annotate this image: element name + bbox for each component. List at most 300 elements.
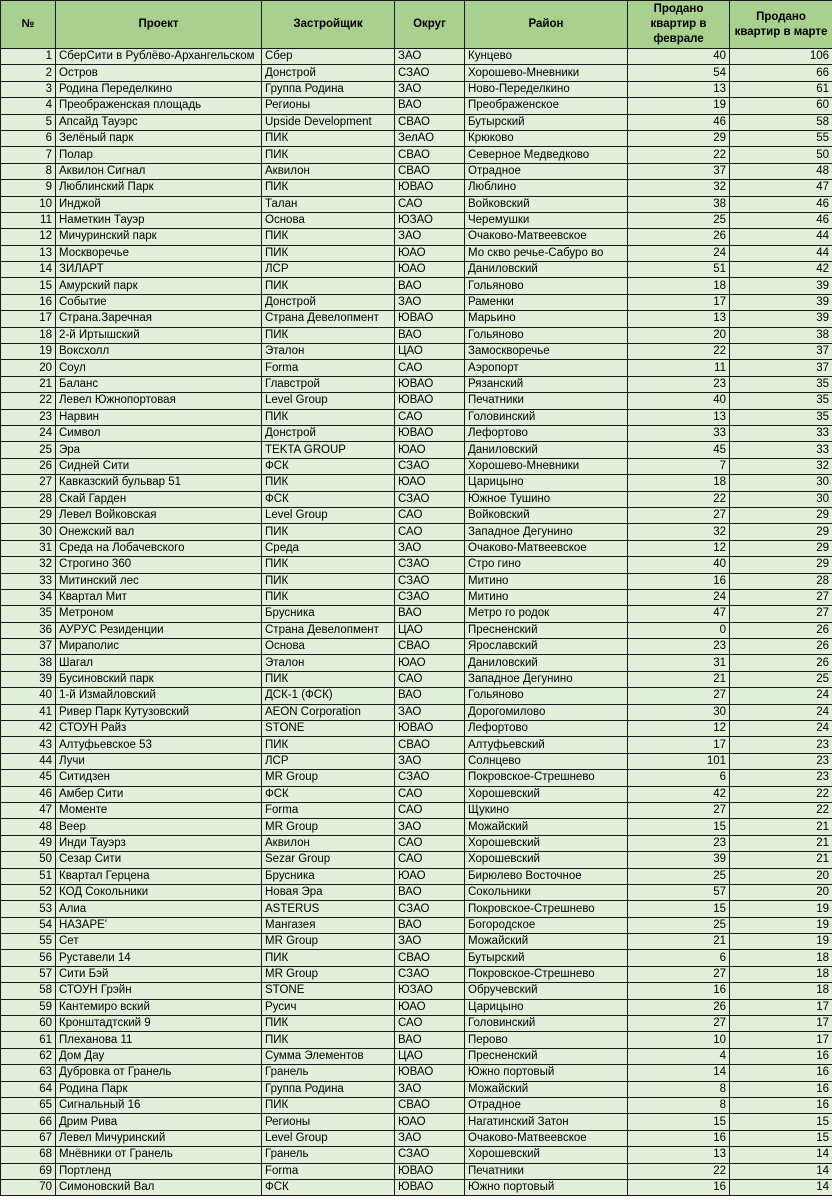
cell-developer[interactable]: ПИК: [262, 475, 395, 491]
cell-okrug[interactable]: САО: [395, 786, 465, 802]
cell-district[interactable]: Даниловский: [465, 655, 628, 671]
cell-project[interactable]: Родина Парк: [56, 1081, 262, 1097]
cell-number[interactable]: 53: [1, 901, 56, 917]
cell-okrug[interactable]: ВАО: [395, 278, 465, 294]
cell-sold-february[interactable]: 31: [628, 655, 730, 671]
cell-developer[interactable]: Гранель: [262, 1065, 395, 1081]
cell-number[interactable]: 22: [1, 393, 56, 409]
cell-developer[interactable]: ФСК: [262, 786, 395, 802]
cell-okrug[interactable]: ЗАО: [395, 753, 465, 769]
cell-sold-march[interactable]: 24: [730, 704, 832, 720]
cell-project[interactable]: Руставели 14: [56, 950, 262, 966]
cell-number[interactable]: 27: [1, 475, 56, 491]
cell-number[interactable]: 51: [1, 868, 56, 884]
cell-project[interactable]: Ривер Парк Кутузовский: [56, 704, 262, 720]
cell-project[interactable]: Наметкин Тауэр: [56, 212, 262, 228]
cell-developer[interactable]: Аквилон: [262, 835, 395, 851]
cell-okrug[interactable]: ВАО: [395, 1032, 465, 1048]
cell-number[interactable]: 61: [1, 1032, 56, 1048]
cell-sold-february[interactable]: 38: [628, 196, 730, 212]
cell-sold-february[interactable]: 24: [628, 589, 730, 605]
cell-sold-february[interactable]: 24: [628, 245, 730, 261]
cell-okrug[interactable]: ЮАО: [395, 262, 465, 278]
cell-district[interactable]: Покровское-Стрешнево: [465, 770, 628, 786]
cell-sold-february[interactable]: 39: [628, 852, 730, 868]
cell-sold-february[interactable]: 26: [628, 999, 730, 1015]
cell-developer[interactable]: ЛСР: [262, 262, 395, 278]
cell-number[interactable]: 13: [1, 245, 56, 261]
cell-developer[interactable]: Регионы: [262, 1114, 395, 1130]
cell-okrug[interactable]: ЦАО: [395, 622, 465, 638]
cell-okrug[interactable]: ЗАО: [395, 704, 465, 720]
cell-okrug[interactable]: ЦАО: [395, 1048, 465, 1064]
cell-sold-february[interactable]: 8: [628, 1098, 730, 1114]
cell-sold-february[interactable]: 6: [628, 950, 730, 966]
cell-number[interactable]: 21: [1, 376, 56, 392]
cell-sold-february[interactable]: 15: [628, 1114, 730, 1130]
cell-sold-march[interactable]: 47: [730, 180, 832, 196]
cell-sold-march[interactable]: 23: [730, 770, 832, 786]
cell-okrug[interactable]: СЗАО: [395, 589, 465, 605]
cell-developer[interactable]: ПИК: [262, 557, 395, 573]
cell-developer[interactable]: ФСК: [262, 491, 395, 507]
cell-number[interactable]: 55: [1, 934, 56, 950]
header-sold-march[interactable]: Продано квартир в марте: [730, 1, 832, 49]
cell-sold-february[interactable]: 12: [628, 721, 730, 737]
cell-developer[interactable]: STONE: [262, 721, 395, 737]
cell-number[interactable]: 38: [1, 655, 56, 671]
cell-sold-march[interactable]: 19: [730, 917, 832, 933]
cell-number[interactable]: 47: [1, 802, 56, 818]
cell-sold-march[interactable]: 29: [730, 557, 832, 573]
cell-sold-february[interactable]: 13: [628, 1147, 730, 1163]
cell-number[interactable]: 23: [1, 409, 56, 425]
cell-sold-march[interactable]: 24: [730, 721, 832, 737]
cell-sold-march[interactable]: 17: [730, 999, 832, 1015]
cell-okrug[interactable]: СВАО: [395, 147, 465, 163]
cell-project[interactable]: Строгино 360: [56, 557, 262, 573]
cell-developer[interactable]: Донстрой: [262, 294, 395, 310]
cell-sold-february[interactable]: 42: [628, 786, 730, 802]
cell-district[interactable]: Кунцево: [465, 49, 628, 65]
cell-sold-february[interactable]: 47: [628, 606, 730, 622]
cell-district[interactable]: Головинский: [465, 409, 628, 425]
cell-project[interactable]: Шагал: [56, 655, 262, 671]
cell-sold-february[interactable]: 57: [628, 884, 730, 900]
cell-project[interactable]: НАЗАРЕ': [56, 917, 262, 933]
cell-okrug[interactable]: ЮАО: [395, 655, 465, 671]
cell-developer[interactable]: Новая Эра: [262, 884, 395, 900]
cell-number[interactable]: 25: [1, 442, 56, 458]
cell-project[interactable]: Кронштадтский 9: [56, 1016, 262, 1032]
cell-sold-march[interactable]: 14: [730, 1179, 832, 1195]
cell-number[interactable]: 50: [1, 852, 56, 868]
cell-okrug[interactable]: СВАО: [395, 737, 465, 753]
cell-district[interactable]: Богородское: [465, 917, 628, 933]
cell-district[interactable]: Стро гино: [465, 557, 628, 573]
cell-sold-february[interactable]: 23: [628, 376, 730, 392]
cell-developer[interactable]: Forma: [262, 802, 395, 818]
cell-district[interactable]: Южное Тушино: [465, 491, 628, 507]
cell-number[interactable]: 48: [1, 819, 56, 835]
cell-okrug[interactable]: ВАО: [395, 884, 465, 900]
cell-sold-february[interactable]: 30: [628, 704, 730, 720]
cell-sold-march[interactable]: 48: [730, 163, 832, 179]
cell-project[interactable]: Инди Тауэрз: [56, 835, 262, 851]
cell-sold-march[interactable]: 16: [730, 1081, 832, 1097]
cell-project[interactable]: Квартал Мит: [56, 589, 262, 605]
cell-project[interactable]: Сезар Сити: [56, 852, 262, 868]
cell-district[interactable]: Гольяново: [465, 688, 628, 704]
cell-okrug[interactable]: ЗАО: [395, 934, 465, 950]
cell-developer[interactable]: Мангазея: [262, 917, 395, 933]
cell-sold-february[interactable]: 12: [628, 540, 730, 556]
cell-number[interactable]: 43: [1, 737, 56, 753]
cell-number[interactable]: 31: [1, 540, 56, 556]
cell-number[interactable]: 36: [1, 622, 56, 638]
cell-developer[interactable]: Регионы: [262, 98, 395, 114]
cell-district[interactable]: Бутырский: [465, 950, 628, 966]
cell-sold-march[interactable]: 26: [730, 639, 832, 655]
cell-developer[interactable]: ПИК: [262, 950, 395, 966]
cell-sold-february[interactable]: 10: [628, 1032, 730, 1048]
cell-sold-march[interactable]: 38: [730, 327, 832, 343]
cell-number[interactable]: 41: [1, 704, 56, 720]
cell-number[interactable]: 12: [1, 229, 56, 245]
cell-sold-february[interactable]: 37: [628, 163, 730, 179]
cell-number[interactable]: 15: [1, 278, 56, 294]
cell-sold-march[interactable]: 39: [730, 278, 832, 294]
cell-district[interactable]: Южно портовый: [465, 1179, 628, 1195]
cell-number[interactable]: 34: [1, 589, 56, 605]
cell-district[interactable]: Замоскворечье: [465, 344, 628, 360]
cell-developer[interactable]: ПИК: [262, 671, 395, 687]
cell-sold-march[interactable]: 24: [730, 688, 832, 704]
cell-project[interactable]: 2-й Иртышский: [56, 327, 262, 343]
cell-sold-march[interactable]: 20: [730, 868, 832, 884]
cell-developer[interactable]: MR Group: [262, 819, 395, 835]
cell-developer[interactable]: ПИК: [262, 1032, 395, 1048]
cell-project[interactable]: Моменте: [56, 802, 262, 818]
cell-okrug[interactable]: САО: [395, 852, 465, 868]
cell-sold-march[interactable]: 15: [730, 1114, 832, 1130]
cell-sold-february[interactable]: 29: [628, 130, 730, 146]
cell-okrug[interactable]: ВАО: [395, 606, 465, 622]
cell-okrug[interactable]: ЗелАО: [395, 130, 465, 146]
cell-project[interactable]: КОД Сокольники: [56, 884, 262, 900]
cell-sold-february[interactable]: 17: [628, 737, 730, 753]
cell-sold-february[interactable]: 22: [628, 147, 730, 163]
cell-district[interactable]: Хорошевский: [465, 786, 628, 802]
cell-sold-march[interactable]: 35: [730, 376, 832, 392]
cell-developer[interactable]: ПИК: [262, 229, 395, 245]
cell-sold-february[interactable]: 51: [628, 262, 730, 278]
cell-developer[interactable]: AEON Corporation: [262, 704, 395, 720]
cell-sold-february[interactable]: 25: [628, 917, 730, 933]
cell-project[interactable]: Левел Южнопортовая: [56, 393, 262, 409]
cell-okrug[interactable]: ЮВАО: [395, 425, 465, 441]
cell-number[interactable]: 57: [1, 966, 56, 982]
cell-sold-march[interactable]: 39: [730, 311, 832, 327]
cell-sold-february[interactable]: 23: [628, 835, 730, 851]
cell-project[interactable]: Алтуфьевское 53: [56, 737, 262, 753]
cell-okrug[interactable]: САО: [395, 671, 465, 687]
cell-number[interactable]: 59: [1, 999, 56, 1015]
cell-sold-february[interactable]: 32: [628, 524, 730, 540]
cell-district[interactable]: Печатники: [465, 393, 628, 409]
cell-sold-february[interactable]: 21: [628, 934, 730, 950]
cell-okrug[interactable]: ЗАО: [395, 81, 465, 97]
cell-sold-march[interactable]: 35: [730, 393, 832, 409]
cell-sold-february[interactable]: 8: [628, 1081, 730, 1097]
cell-district[interactable]: Мо скво речье-Сабуро во: [465, 245, 628, 261]
cell-project[interactable]: Воксхолл: [56, 344, 262, 360]
cell-sold-february[interactable]: 27: [628, 507, 730, 523]
cell-developer[interactable]: Эталон: [262, 344, 395, 360]
cell-project[interactable]: Ситидзен: [56, 770, 262, 786]
cell-project[interactable]: Дом Дау: [56, 1048, 262, 1064]
cell-number[interactable]: 42: [1, 721, 56, 737]
cell-developer[interactable]: ПИК: [262, 245, 395, 261]
cell-project[interactable]: Аквилон Сигнал: [56, 163, 262, 179]
cell-developer[interactable]: ПИК: [262, 589, 395, 605]
cell-sold-february[interactable]: 15: [628, 819, 730, 835]
cell-sold-february[interactable]: 13: [628, 311, 730, 327]
cell-okrug[interactable]: ВАО: [395, 98, 465, 114]
cell-sold-february[interactable]: 4: [628, 1048, 730, 1064]
cell-developer[interactable]: Sezar Group: [262, 852, 395, 868]
cell-district[interactable]: Хорошевский: [465, 852, 628, 868]
cell-developer[interactable]: ПИК: [262, 409, 395, 425]
cell-district[interactable]: Преображенское: [465, 98, 628, 114]
cell-project[interactable]: Дрим Рива: [56, 1114, 262, 1130]
cell-okrug[interactable]: ЮВАО: [395, 376, 465, 392]
cell-district[interactable]: Бирюлево Восточное: [465, 868, 628, 884]
cell-developer[interactable]: Группа Родина: [262, 81, 395, 97]
cell-project[interactable]: Преображенская площадь: [56, 98, 262, 114]
cell-okrug[interactable]: САО: [395, 802, 465, 818]
cell-number[interactable]: 9: [1, 180, 56, 196]
cell-number[interactable]: 52: [1, 884, 56, 900]
cell-okrug[interactable]: ЮВАО: [395, 1163, 465, 1179]
cell-okrug[interactable]: ЮАО: [395, 1114, 465, 1130]
cell-district[interactable]: Черемушки: [465, 212, 628, 228]
cell-district[interactable]: Царицыно: [465, 475, 628, 491]
cell-okrug[interactable]: САО: [395, 409, 465, 425]
cell-developer[interactable]: Брусника: [262, 606, 395, 622]
cell-sold-march[interactable]: 25: [730, 671, 832, 687]
cell-developer[interactable]: Гранель: [262, 1147, 395, 1163]
cell-developer[interactable]: ПИК: [262, 180, 395, 196]
cell-sold-march[interactable]: 55: [730, 130, 832, 146]
cell-okrug[interactable]: СЗАО: [395, 573, 465, 589]
cell-project[interactable]: ЗИЛАРТ: [56, 262, 262, 278]
cell-developer[interactable]: Русич: [262, 999, 395, 1015]
cell-number[interactable]: 8: [1, 163, 56, 179]
cell-sold-march[interactable]: 58: [730, 114, 832, 130]
cell-developer[interactable]: ASTERUS: [262, 901, 395, 917]
cell-sold-february[interactable]: 22: [628, 491, 730, 507]
cell-number[interactable]: 11: [1, 212, 56, 228]
cell-sold-february[interactable]: 18: [628, 278, 730, 294]
cell-okrug[interactable]: САО: [395, 835, 465, 851]
cell-okrug[interactable]: СЗАО: [395, 966, 465, 982]
cell-developer[interactable]: Upside Development: [262, 114, 395, 130]
cell-sold-february[interactable]: 27: [628, 966, 730, 982]
cell-sold-march[interactable]: 32: [730, 458, 832, 474]
cell-sold-february[interactable]: 14: [628, 1065, 730, 1081]
cell-okrug[interactable]: ЗАО: [395, 540, 465, 556]
cell-district[interactable]: Отрадное: [465, 163, 628, 179]
cell-okrug[interactable]: ЗАО: [395, 49, 465, 65]
cell-number[interactable]: 5: [1, 114, 56, 130]
cell-sold-february[interactable]: 16: [628, 1130, 730, 1146]
cell-district[interactable]: Западное Дегунино: [465, 524, 628, 540]
cell-okrug[interactable]: СЗАО: [395, 458, 465, 474]
cell-sold-march[interactable]: 18: [730, 983, 832, 999]
cell-district[interactable]: Очаково-Матвеевское: [465, 229, 628, 245]
cell-sold-march[interactable]: 33: [730, 442, 832, 458]
cell-project[interactable]: Нарвин: [56, 409, 262, 425]
cell-okrug[interactable]: ЮЗАО: [395, 212, 465, 228]
cell-sold-march[interactable]: 29: [730, 524, 832, 540]
cell-project[interactable]: Онежский вал: [56, 524, 262, 540]
cell-number[interactable]: 26: [1, 458, 56, 474]
cell-district[interactable]: Западное Дегунино: [465, 671, 628, 687]
cell-district[interactable]: Хорошевский: [465, 835, 628, 851]
cell-district[interactable]: Метро го родок: [465, 606, 628, 622]
cell-district[interactable]: Солнцево: [465, 753, 628, 769]
cell-sold-february[interactable]: 18: [628, 475, 730, 491]
cell-okrug[interactable]: СЗАО: [395, 901, 465, 917]
cell-sold-march[interactable]: 22: [730, 786, 832, 802]
cell-sold-february[interactable]: 54: [628, 65, 730, 81]
cell-district[interactable]: Щукино: [465, 802, 628, 818]
cell-sold-february[interactable]: 0: [628, 622, 730, 638]
cell-developer[interactable]: ПИК: [262, 1098, 395, 1114]
cell-number[interactable]: 40: [1, 688, 56, 704]
cell-sold-february[interactable]: 27: [628, 802, 730, 818]
cell-district[interactable]: Отрадное: [465, 1098, 628, 1114]
cell-developer[interactable]: Брусника: [262, 868, 395, 884]
cell-sold-february[interactable]: 7: [628, 458, 730, 474]
cell-sold-march[interactable]: 42: [730, 262, 832, 278]
cell-project[interactable]: Кантемиро вский: [56, 999, 262, 1015]
cell-number[interactable]: 66: [1, 1114, 56, 1130]
cell-project[interactable]: Мнёвники от Гранель: [56, 1147, 262, 1163]
cell-sold-march[interactable]: 19: [730, 934, 832, 950]
cell-district[interactable]: Пресненский: [465, 1048, 628, 1064]
cell-project[interactable]: Баланс: [56, 376, 262, 392]
cell-number[interactable]: 33: [1, 573, 56, 589]
cell-sold-march[interactable]: 106: [730, 49, 832, 65]
cell-developer[interactable]: Сумма Элементов: [262, 1048, 395, 1064]
cell-developer[interactable]: ПИК: [262, 573, 395, 589]
cell-district[interactable]: Лефортово: [465, 721, 628, 737]
cell-developer[interactable]: Главстрой: [262, 376, 395, 392]
cell-number[interactable]: 60: [1, 1016, 56, 1032]
cell-district[interactable]: Ново-Переделкино: [465, 81, 628, 97]
cell-district[interactable]: Южно портовый: [465, 1065, 628, 1081]
cell-sold-february[interactable]: 20: [628, 327, 730, 343]
cell-sold-march[interactable]: 16: [730, 1065, 832, 1081]
cell-number[interactable]: 24: [1, 425, 56, 441]
cell-developer[interactable]: Донстрой: [262, 425, 395, 441]
cell-sold-march[interactable]: 44: [730, 229, 832, 245]
cell-sold-february[interactable]: 23: [628, 639, 730, 655]
cell-number[interactable]: 2: [1, 65, 56, 81]
cell-developer[interactable]: Эталон: [262, 655, 395, 671]
cell-project[interactable]: СТОУН Райз: [56, 721, 262, 737]
cell-sold-march[interactable]: 27: [730, 606, 832, 622]
cell-okrug[interactable]: СЗАО: [395, 557, 465, 573]
cell-sold-march[interactable]: 19: [730, 901, 832, 917]
cell-project[interactable]: Плеханова 11: [56, 1032, 262, 1048]
cell-developer[interactable]: STONE: [262, 983, 395, 999]
cell-sold-february[interactable]: 6: [628, 770, 730, 786]
cell-district[interactable]: Нагатинский Затон: [465, 1114, 628, 1130]
cell-sold-february[interactable]: 46: [628, 114, 730, 130]
cell-okrug[interactable]: ЮАО: [395, 245, 465, 261]
cell-okrug[interactable]: СВАО: [395, 114, 465, 130]
cell-sold-february[interactable]: 32: [628, 180, 730, 196]
cell-district[interactable]: Хорошевский: [465, 1147, 628, 1163]
cell-number[interactable]: 29: [1, 507, 56, 523]
cell-developer[interactable]: ПИК: [262, 327, 395, 343]
cell-number[interactable]: 56: [1, 950, 56, 966]
cell-sold-february[interactable]: 22: [628, 1163, 730, 1179]
cell-sold-march[interactable]: 23: [730, 753, 832, 769]
header-district[interactable]: Район: [465, 1, 628, 49]
cell-district[interactable]: Аэропорт: [465, 360, 628, 376]
cell-district[interactable]: Войковский: [465, 507, 628, 523]
cell-sold-march[interactable]: 15: [730, 1130, 832, 1146]
cell-sold-february[interactable]: 45: [628, 442, 730, 458]
cell-okrug[interactable]: ЮАО: [395, 999, 465, 1015]
cell-project[interactable]: Страна.Заречная: [56, 311, 262, 327]
cell-developer[interactable]: Страна Девелопмент: [262, 622, 395, 638]
cell-number[interactable]: 7: [1, 147, 56, 163]
cell-number[interactable]: 65: [1, 1098, 56, 1114]
cell-project[interactable]: Симоновский Вал: [56, 1179, 262, 1195]
cell-number[interactable]: 14: [1, 262, 56, 278]
cell-okrug[interactable]: ЦАО: [395, 344, 465, 360]
cell-project[interactable]: Метроном: [56, 606, 262, 622]
cell-project[interactable]: Полар: [56, 147, 262, 163]
cell-project[interactable]: СТОУН Грэйн: [56, 983, 262, 999]
cell-developer[interactable]: ПИК: [262, 130, 395, 146]
cell-sold-march[interactable]: 18: [730, 950, 832, 966]
cell-okrug[interactable]: СЗАО: [395, 1147, 465, 1163]
cell-district[interactable]: Марьино: [465, 311, 628, 327]
cell-district[interactable]: Войковский: [465, 196, 628, 212]
cell-project[interactable]: Левел Войковская: [56, 507, 262, 523]
cell-district[interactable]: Головинский: [465, 1016, 628, 1032]
cell-sold-february[interactable]: 11: [628, 360, 730, 376]
cell-district[interactable]: Гольяново: [465, 278, 628, 294]
cell-sold-february[interactable]: 16: [628, 573, 730, 589]
header-project[interactable]: Проект: [56, 1, 262, 49]
cell-number[interactable]: 62: [1, 1048, 56, 1064]
cell-project[interactable]: Левел Мичуринский: [56, 1130, 262, 1146]
cell-number[interactable]: 18: [1, 327, 56, 343]
cell-okrug[interactable]: САО: [395, 524, 465, 540]
cell-number[interactable]: 70: [1, 1179, 56, 1195]
cell-project[interactable]: Событие: [56, 294, 262, 310]
cell-okrug[interactable]: СВАО: [395, 639, 465, 655]
cell-okrug[interactable]: ЗАО: [395, 294, 465, 310]
cell-developer[interactable]: ПИК: [262, 1016, 395, 1032]
